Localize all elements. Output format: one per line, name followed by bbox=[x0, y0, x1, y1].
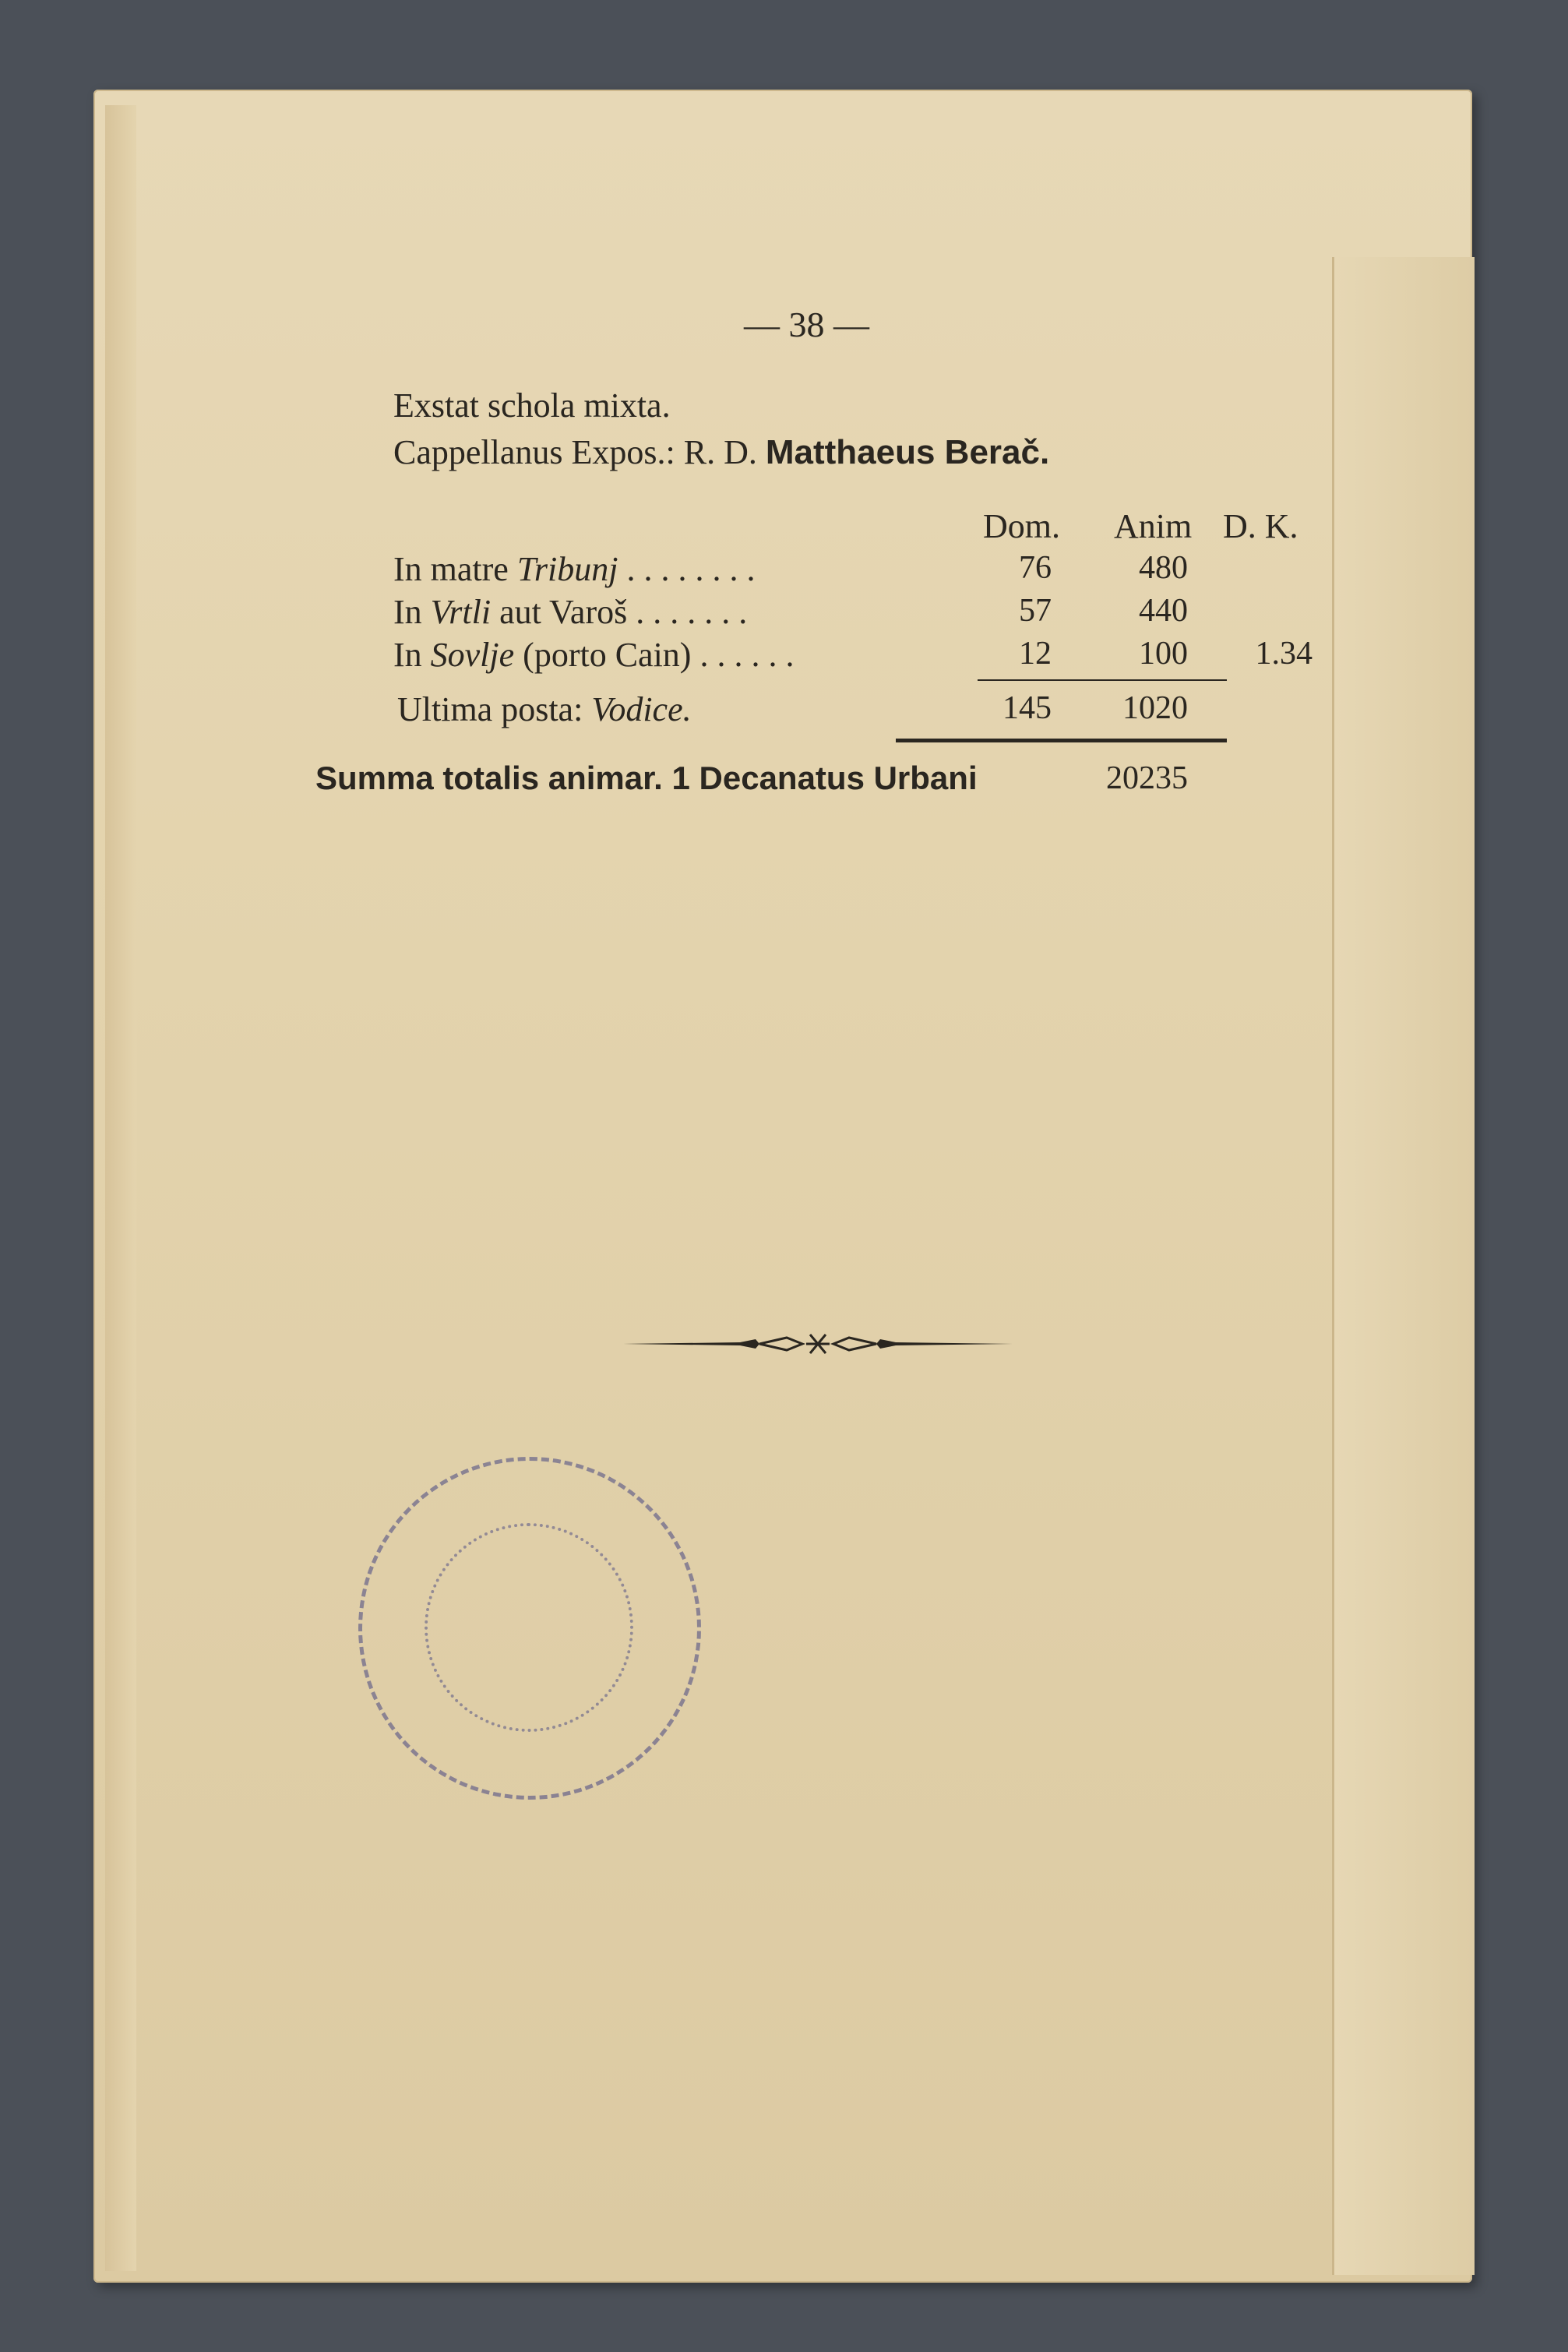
summa-value: 20235 bbox=[1106, 760, 1188, 796]
page-number: — 38 — bbox=[744, 305, 869, 344]
ornament-divider-icon bbox=[623, 1328, 1013, 1359]
text-line-cappellanus bbox=[393, 432, 1049, 472]
cappellanus-name: Matthaeus Berač. bbox=[765, 433, 1050, 471]
text-line-schola: Exstat schola mixta. bbox=[393, 386, 671, 425]
row-dom: 12 bbox=[1019, 636, 1052, 672]
row-dom: 57 bbox=[1019, 593, 1052, 629]
total-rule bbox=[896, 739, 1227, 742]
row-label-post: . . . . . . . . bbox=[618, 550, 756, 588]
row-label-pre: In bbox=[393, 593, 431, 631]
row-place: Sovlje bbox=[430, 636, 515, 674]
row-label-post: (porto Cain) . . . . . . bbox=[514, 636, 795, 674]
posta-place: Vodice. bbox=[591, 690, 692, 728]
page-fold-right bbox=[1332, 257, 1475, 2275]
row-label bbox=[393, 635, 794, 675]
row-label bbox=[393, 592, 747, 632]
row-anim: 100 bbox=[1139, 636, 1188, 672]
cappellanus-prefix: Cappellanus Expos.: R. D. bbox=[393, 433, 757, 471]
header-dom: Dom. bbox=[983, 507, 1060, 545]
page-edge-left bbox=[105, 105, 136, 2271]
row-label-pre: In matre bbox=[393, 550, 517, 588]
row-label bbox=[393, 549, 755, 589]
stamp-inner-ring bbox=[425, 1523, 633, 1732]
row-anim: 440 bbox=[1139, 593, 1188, 629]
summa-label: Summa totalis animar. 1 Decanatus Urbani bbox=[315, 760, 978, 796]
row-place: Vrtli bbox=[430, 593, 492, 631]
total-dom: 145 bbox=[1002, 690, 1052, 726]
row-label-pre: In bbox=[393, 636, 431, 674]
ultima-posta bbox=[397, 689, 692, 729]
row-dom: 76 bbox=[1019, 550, 1052, 586]
header-dk: D. K. bbox=[1223, 507, 1298, 545]
total-anim: 1020 bbox=[1122, 690, 1188, 726]
row-dk: 1.34 bbox=[1255, 636, 1313, 672]
page-paper bbox=[93, 90, 1472, 2283]
row-place: Tribunj bbox=[516, 550, 618, 588]
row-anim: 480 bbox=[1139, 550, 1188, 586]
header-anim: Anim bbox=[1114, 507, 1193, 545]
subtotal-rule bbox=[978, 679, 1227, 681]
row-label-post: aut Varoš . . . . . . . bbox=[491, 593, 748, 631]
posta-label: Ultima posta: bbox=[397, 690, 592, 728]
